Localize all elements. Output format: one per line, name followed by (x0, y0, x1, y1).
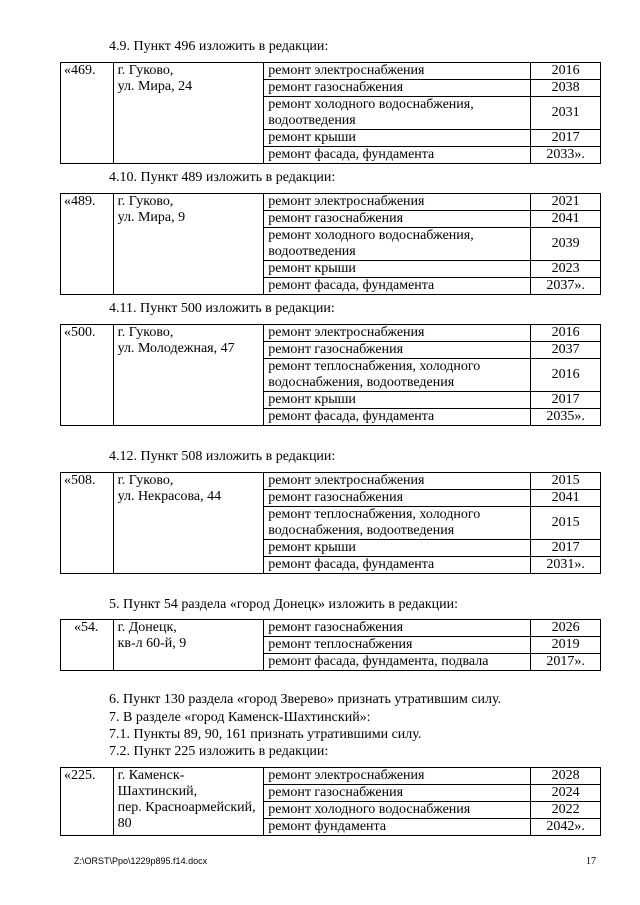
item-number: «500. (61, 325, 114, 426)
year-cell: 2028 (531, 768, 601, 785)
address-line: г. Донецк, (117, 620, 177, 635)
address-line: г. Гуково, (117, 473, 174, 488)
year-cell: 2017 (531, 392, 601, 409)
year-cell: 2033». (531, 147, 601, 164)
item-number: «54. (61, 620, 114, 671)
work-cell: ремонт газоснабжения (264, 490, 531, 507)
address-line: ул. Молодежная, 47 (117, 341, 235, 356)
year-cell: 2041 (531, 211, 601, 228)
work-cell: ремонт теплоснабжения, холодного водоснабжения, водоотведения (264, 359, 531, 392)
work-table (60, 324, 601, 426)
year-cell: 2015 (531, 507, 601, 540)
item-number: «469. (61, 63, 114, 164)
work-cell: ремонт крыши (264, 540, 531, 557)
address-line: г. Гуково, (117, 63, 174, 78)
year-cell: 2016 (531, 325, 601, 342)
work-cell: ремонт теплоснабжения, холодного водоснабжения, водоотведения (264, 507, 531, 540)
work-cell: ремонт фасада, фундамента (264, 278, 531, 295)
address-line: Шахтинский, (117, 784, 198, 799)
year-cell: 2024 (531, 785, 601, 802)
paragraph: 6. Пункт 130 раздела «город Зверево» признать утратившим силу. (109, 692, 502, 707)
work-cell: ремонт газоснабжения (264, 80, 531, 97)
work-cell: ремонт крыши (264, 261, 531, 278)
work-table (60, 62, 601, 164)
address-line: пер. Красноармейский, (117, 800, 256, 815)
year-cell: 2031 (531, 97, 601, 130)
address-line: ул. Некрасова, 44 (117, 489, 222, 504)
year-cell: 2037». (531, 278, 601, 295)
year-cell: 2041 (531, 490, 601, 507)
year-cell: 2042». (531, 819, 601, 836)
work-cell: ремонт фасада, фундамента (264, 147, 531, 164)
work-cell: ремонт электроснабжения (264, 768, 531, 785)
year-cell: 2017 (531, 130, 601, 147)
work-cell: ремонт фасада, фундамента (264, 409, 531, 426)
address-line: г. Гуково, (117, 194, 174, 209)
address-line: ул. Мира, 9 (117, 210, 186, 225)
year-cell: 2026 (531, 620, 601, 637)
section-heading: 4.9. Пункт 496 изложить в редакции: (109, 39, 329, 54)
item-number: «225. (61, 768, 114, 836)
paragraph: 7. В разделе «город Каменск-Шахтинский»: (109, 710, 371, 725)
work-table (60, 619, 601, 671)
work-cell: ремонт крыши (264, 130, 531, 147)
work-cell: ремонт фасада, фундамента (264, 557, 531, 574)
year-cell: 2016 (531, 359, 601, 392)
address-line: кв-л 60-й, 9 (117, 636, 187, 651)
paragraph: 7.1. Пункты 89, 90, 161 признать утратившими силу. (109, 727, 422, 742)
paragraph: 7.2. Пункт 225 изложить в редакции: (109, 744, 329, 759)
address-line: г. Гуково, (117, 325, 174, 340)
work-cell: ремонт газоснабжения (264, 211, 531, 228)
work-cell: ремонт газоснабжения (264, 342, 531, 359)
year-cell: 2038 (531, 80, 601, 97)
year-cell: 2023 (531, 261, 601, 278)
item-address (113, 194, 264, 295)
work-cell: ремонт холодного водоснабжения, водоотведения (264, 97, 531, 130)
work-cell: ремонт теплоснабжения (264, 637, 531, 654)
work-cell: ремонт холодного водоснабжения (264, 802, 531, 819)
section-heading: 5. Пункт 54 раздела «город Донецк» изложить в редакции: (109, 597, 459, 612)
work-cell: ремонт крыши (264, 392, 531, 409)
address-line: г. Каменск- (117, 768, 185, 783)
page-number: 17 (586, 856, 596, 867)
work-cell: ремонт фундамента (264, 819, 531, 836)
item-number: «489. (61, 194, 114, 295)
work-cell: ремонт электроснабжения (264, 473, 531, 490)
work-cell: ремонт холодного водоснабжения, водоотведения (264, 228, 531, 261)
year-cell: 2035». (531, 409, 601, 426)
year-cell: 2017 (531, 540, 601, 557)
address-line: 80 (117, 816, 132, 831)
year-cell: 2037 (531, 342, 601, 359)
year-cell: 2019 (531, 637, 601, 654)
work-table (60, 193, 601, 295)
work-cell: ремонт газоснабжения (264, 620, 531, 637)
item-address (113, 325, 264, 426)
work-cell: ремонт электроснабжения (264, 63, 531, 80)
year-cell: 2021 (531, 194, 601, 211)
work-table (60, 767, 601, 836)
section-heading: 4.11. Пункт 500 изложить в редакции: (109, 301, 335, 316)
year-cell: 2022 (531, 802, 601, 819)
year-cell: 2017». (531, 654, 601, 671)
item-address (113, 768, 264, 836)
address-line: ул. Мира, 24 (117, 79, 193, 94)
item-number: «508. (61, 473, 114, 574)
work-table (60, 472, 601, 574)
item-address (113, 473, 264, 574)
year-cell: 2015 (531, 473, 601, 490)
item-address (113, 63, 264, 164)
section-heading: 4.12. Пункт 508 изложить в редакции: (109, 449, 336, 464)
footer-file-path: Z:\ORST\Ppo\1229p895.f14.docx (74, 856, 208, 866)
work-cell: ремонт электроснабжения (264, 194, 531, 211)
work-cell: ремонт фасада, фундамента, подвала (264, 654, 531, 671)
work-cell: ремонт газоснабжения (264, 785, 531, 802)
year-cell: 2031». (531, 557, 601, 574)
item-address (113, 620, 264, 671)
work-cell: ремонт электроснабжения (264, 325, 531, 342)
year-cell: 2016 (531, 63, 601, 80)
section-heading: 4.10. Пункт 489 изложить в редакции: (109, 170, 336, 185)
year-cell: 2039 (531, 228, 601, 261)
